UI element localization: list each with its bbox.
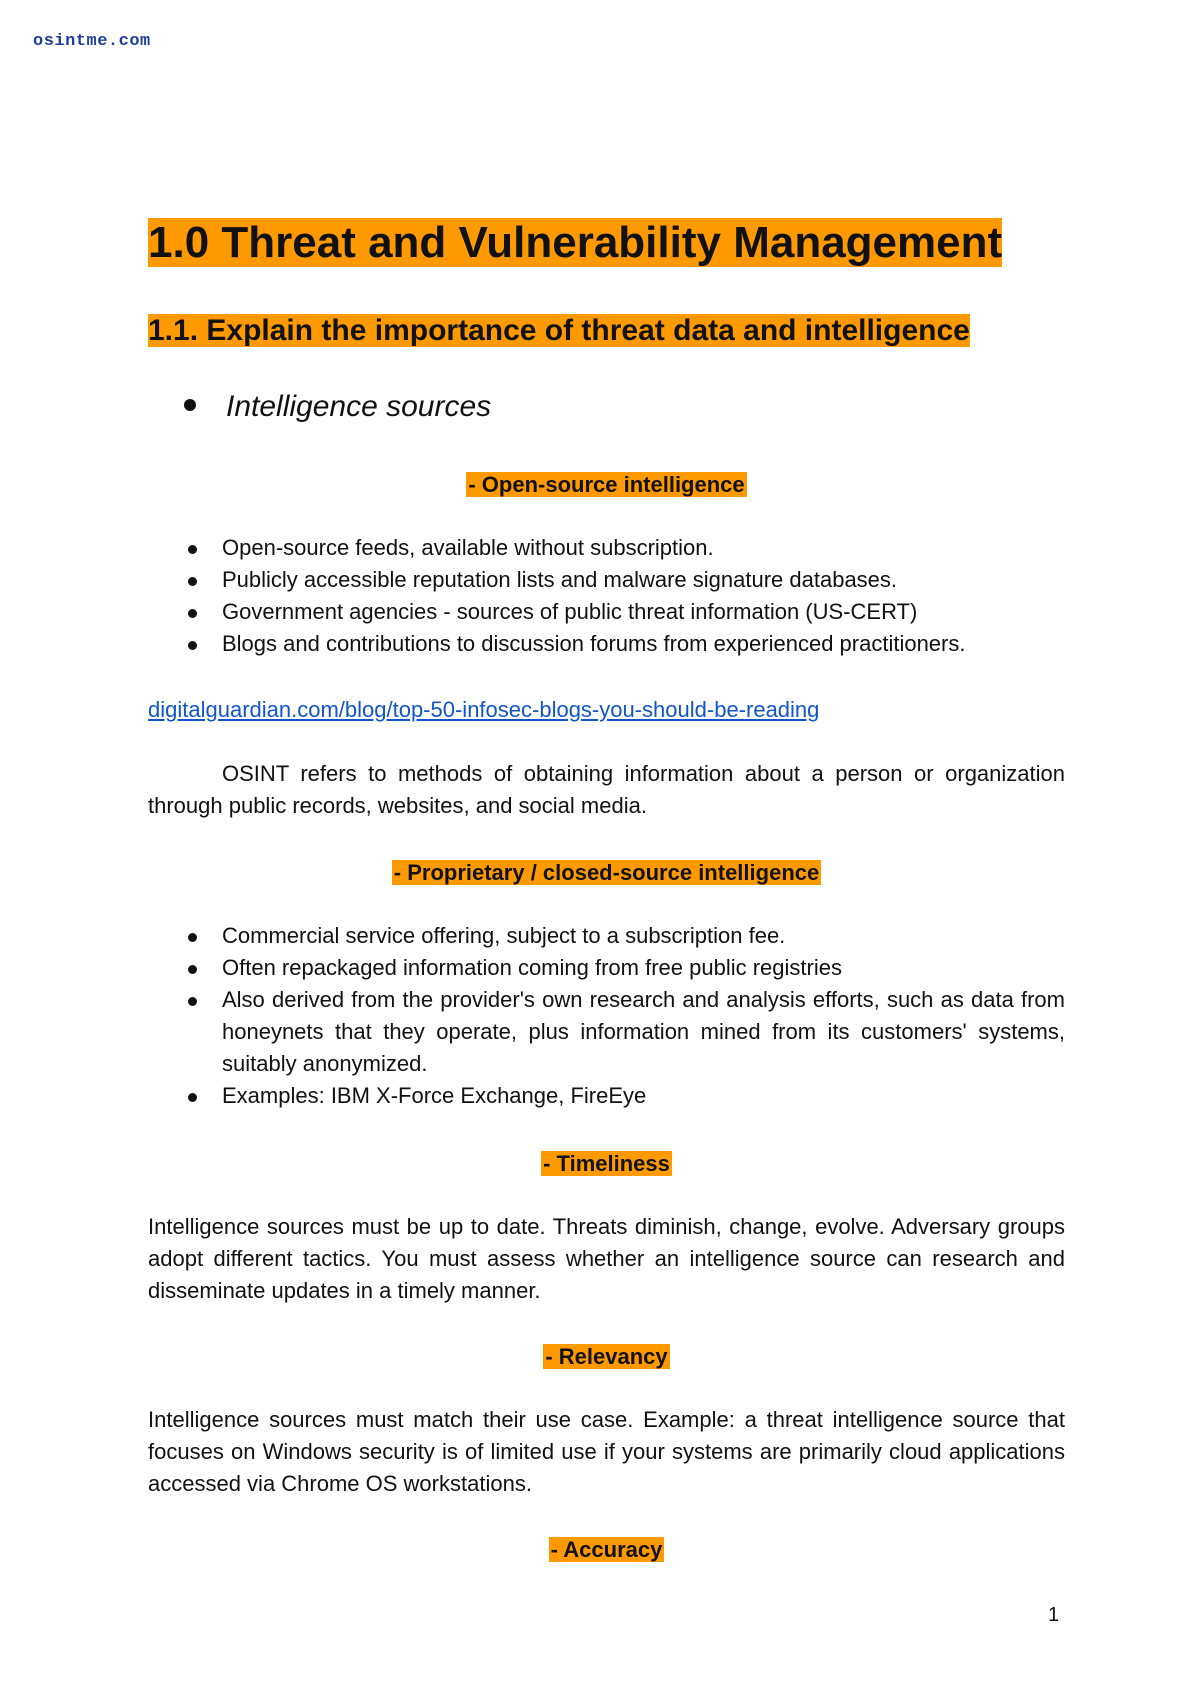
list-item: Blogs and contributions to discussion forums from experienced practitioners. [184, 628, 1065, 660]
relevancy-paragraph: Intelligence sources must match their use case. Example: a threat intelligence source that focuses on Windows security is of limited use if your systems are primarily cloud applications accessed via Chrome OS workstations. [148, 1407, 1065, 1496]
watermark-text: osintme.com [33, 32, 151, 51]
subsection-title-proprietary: - Proprietary / closed-source intelligence [393, 860, 820, 885]
proprietary-list [184, 920, 1065, 1112]
open-source-list [184, 532, 1065, 660]
page-title: 1.0 Threat and Vulnerability Management [148, 218, 1003, 267]
section-heading: 1.1. Explain the importance of threat data and intelligence [148, 314, 970, 347]
topic-heading: Intelligence sources [184, 388, 491, 426]
timeliness-paragraph: Intelligence sources must be up to date. Threats diminish, change, evolve. Adversary groups adopt different tactics. You must assess whether an intelligence source can research and disseminate updates in a timely manner. [148, 1214, 1065, 1303]
subsection-title-timeliness: - Timeliness [543, 1151, 670, 1176]
list-item: Also derived from the provider's own research and analysis efforts, such as data from honeynets that they operate, plus information mined from its customers' systems, suitably anonymized. [184, 984, 1065, 1080]
osint-paragraph: OSINT refers to methods of obtaining information about a person or organization through public records, websites, and social media. [148, 761, 1065, 818]
subsection-title-relevancy: - Relevancy [545, 1344, 668, 1369]
list-item: Government agencies - sources of public threat information (US-CERT) [184, 596, 1065, 628]
list-item: Open-source feeds, available without subscription. [184, 532, 1065, 564]
page-number: 1 [1048, 1604, 1060, 1626]
list-item: Examples: IBM X-Force Exchange, FireEye [184, 1080, 1065, 1112]
bullet-icon [184, 399, 196, 411]
digitalguardian-link[interactable]: digitalguardian.com/blog/top-50-infosec-blogs-you-should-be-reading [148, 697, 820, 722]
list-item: Often repackaged information coming from free public registries [184, 952, 1065, 984]
list-item: Publicly accessible reputation lists and malware signature databases. [184, 564, 1065, 596]
subsection-title-accuracy: - Accuracy [550, 1537, 663, 1562]
subsection-title-open-source: - Open-source intelligence [468, 472, 745, 497]
list-item: Commercial service offering, subject to a subscription fee. [184, 920, 1065, 952]
